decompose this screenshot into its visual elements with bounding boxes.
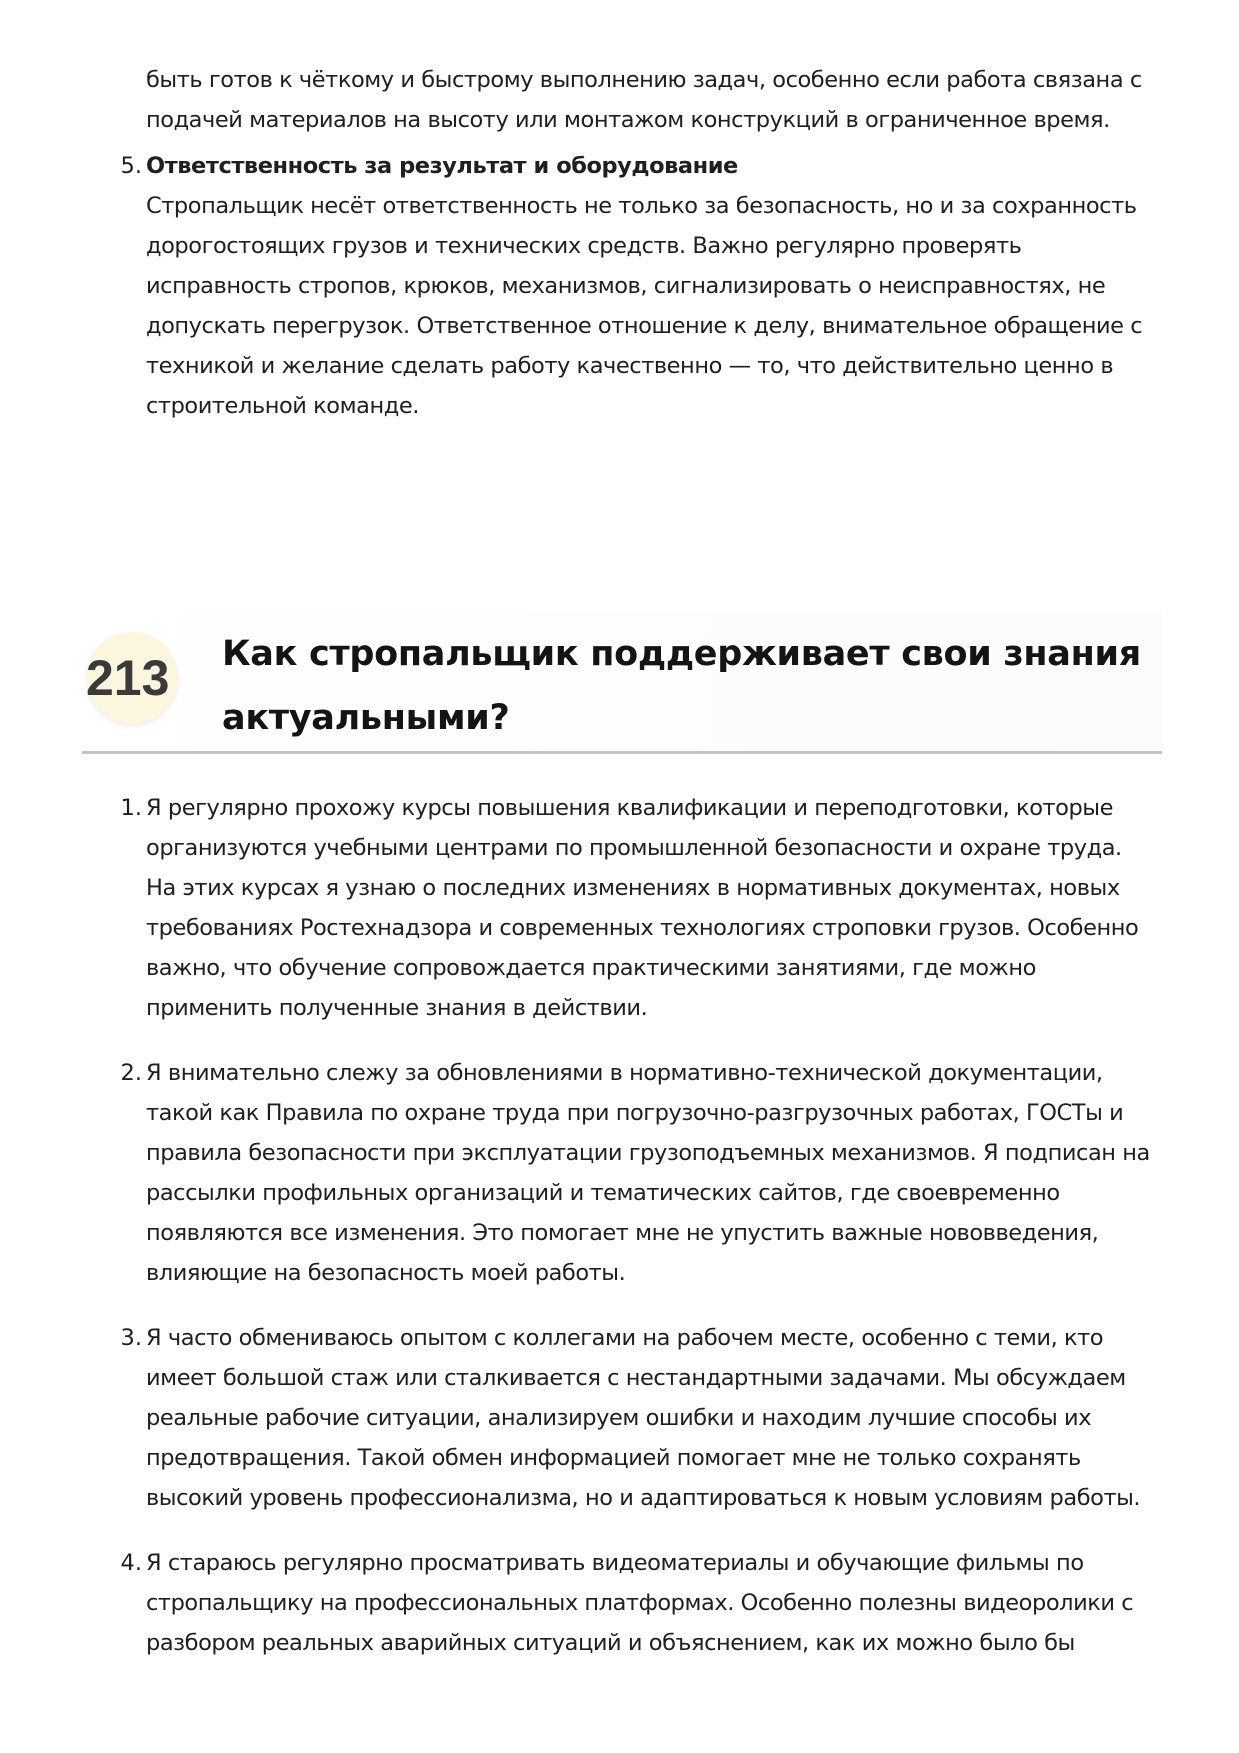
prev-item-5-text: Стропальщик несёт ответственность не только за безопасность, но и за сохранность дорогостоящих грузов и технических средств. Важно регулярно проверять исправность стропов, крюков, механизмов, сигнализировать о неисправностях, не допускать перегрузок. Ответственное отношение к делу, внимательное обращение с техникой и желание сделать работу качественно — то, что действительно ценно в строительной команде. [146, 193, 1143, 419]
prev-item-5-number: 5. [120, 153, 142, 179]
section-number: 213 [86, 650, 170, 706]
list-item: Я часто обмениваюсь опытом с коллегами на рабочем месте, особенно с теми, кто имеет большой стаж или сталкивается с нестандартными задачами. Мы обсуждаем реальные рабочие ситуации, анализируем ошибки и находим лучшие способы их предотвращения. Такой обмен информацией помогает мне не только сохранять высокий уровень профессионализма, но и адаптироваться к новым условиям работы. [146, 1325, 1141, 1511]
list-item-number: 4. [120, 1550, 142, 1576]
list-item-number: 1. [120, 795, 142, 821]
list-item-number: 2. [120, 1060, 142, 1086]
prev-item-4-tail: быть готов к чёткому и быстрому выполнению задач, особенно если работа связана с подачей материалов на высоту или монтажом конструкций в ограниченное время. [146, 67, 1142, 133]
section-title: Как стропальщик поддерживает свои знания актуальными? [222, 634, 1141, 738]
list-item: Я регулярно прохожу курсы повышения квалификации и переподготовки, которые организуются учебными центрами по промышленной безопасности и охране труда. На этих курсах я узнаю о последних изменениях в нормативных документах, новых требованиях Ростехнадзора и современных технологиях строповки грузов. Особенно важно, что обучение сопровождается практическими занятиями, где можно применить полученные знания в действии. [146, 795, 1139, 1021]
list-item: Я внимательно слежу за обновлениями в нормативно-технической документации, такой как Правила по охране труда при погрузочно-разгрузочных работах, ГОСТы и правила безопасности при эксплуатации грузоподъемных механизмов. Я подписан на рассылки профильных организаций и тематических сайтов, где своевременно появляются все изменения. Это помогает мне не упустить важные нововведения, влияющие на безопасность моей работы. [146, 1060, 1150, 1286]
section-header [82, 612, 1162, 754]
list-item-number: 3. [120, 1325, 142, 1351]
prev-item-5 [146, 146, 1156, 426]
prev-item-5-title: Ответственность за результат и оборудование [146, 153, 738, 179]
list-item: Я стараюсь регулярно просматривать видеоматериалы и обучающие фильмы по стропальщику на профессиональных платформах. Особенно полезны видеоролики с разбором реальных аварийных ситуаций и объяснением, как их можно было бы [146, 1550, 1134, 1656]
